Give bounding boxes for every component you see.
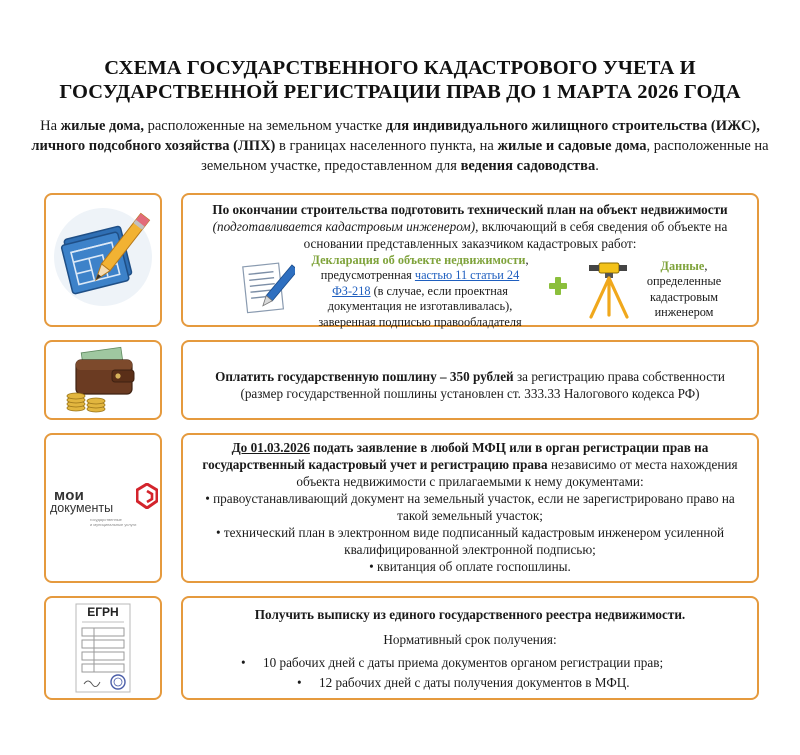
step2-description bbox=[193, 368, 747, 402]
step3-description bbox=[191, 439, 749, 575]
logo-sub-2: и муниципальные услуги bbox=[90, 522, 137, 527]
intro-text-3: в границах населенного пункта, на bbox=[275, 138, 498, 154]
title-line-2: ГОСУДАРСТВЕННОЙ РЕГИСТРАЦИИ ПРАВ ДО 1 МАРТА 2026 ГОДА bbox=[59, 81, 741, 103]
surveyor-level-icon bbox=[581, 259, 637, 319]
intro-bold-3: жилые и садовые дома bbox=[497, 138, 647, 154]
step1-text-box bbox=[181, 193, 759, 327]
step4-title bbox=[193, 606, 747, 623]
declaration-title: Декларация об объекте недвижимости bbox=[311, 253, 526, 267]
blueprint-pencil-icon bbox=[46, 195, 160, 325]
engineer-data-text: , определенные кадастровым инженером bbox=[646, 259, 722, 320]
declaration-text-2: (в случае, если проектная документация не изготавливалась), заверенная подписью правообладателя bbox=[318, 283, 522, 329]
bullet: • bbox=[241, 655, 246, 670]
logo-text-dokumenty: документы bbox=[50, 501, 114, 515]
deadline-list-item bbox=[241, 674, 761, 691]
intro-text-1: На bbox=[40, 118, 61, 134]
declaration-text-1: предусмотренная bbox=[320, 268, 415, 283]
deadline-list-item bbox=[241, 654, 761, 671]
step2-image-box bbox=[44, 340, 162, 420]
document-list-item: • правоустанавливающий документ на земельный участок, если не зарегистрировано право на такой земельный участок; bbox=[205, 491, 735, 523]
logo-text-moi: мои bbox=[54, 487, 85, 504]
step2-bold-text: Оплатить государственную пошлину – 350 рублей bbox=[215, 369, 514, 384]
step1-italic-text: (подготавливается кадастровым инженером) bbox=[212, 219, 476, 234]
step4-image-box bbox=[44, 596, 162, 700]
intro-paragraph bbox=[20, 116, 780, 176]
intro-bold-4: ведения садоводства bbox=[460, 158, 596, 174]
deadline-item-text: 10 рабочих дней с даты приема документов органом регистрации прав; bbox=[263, 655, 664, 670]
step4-subtitle: Нормативный срок получения: bbox=[383, 632, 557, 647]
wallet-coins-icon bbox=[46, 342, 160, 418]
page-title bbox=[0, 56, 800, 104]
step3-bold-text: подать заявление в любой МФЦ или в орган регистрации прав на государственный кадастровый учет и регистрацию права bbox=[202, 440, 709, 472]
document-list-item: • квитанция об оплате госпошлины. bbox=[369, 559, 571, 574]
bullet: • bbox=[297, 675, 302, 690]
plus-icon bbox=[547, 275, 569, 297]
engineer-data-block bbox=[635, 259, 733, 321]
step3-rest-text: независимо от места нахождения объекта недвижимости с прилагаемыми к нему документами: bbox=[296, 457, 738, 489]
step2-rest-text: за регистрацию права собственности (размер государственной пошлины установлен ст. 333.33 Налогового кодекса РФ) bbox=[240, 369, 725, 401]
step1-rest-text: , включающий в себя сведения об объекте на основании представленных заказчиком кадастровых работ: bbox=[303, 219, 728, 251]
step1-image-box bbox=[44, 193, 162, 327]
step3-text-box bbox=[181, 433, 759, 583]
declaration-block bbox=[301, 253, 539, 330]
intro-bold-1: жилые дома, bbox=[60, 118, 144, 134]
intro-text-5: . bbox=[595, 158, 599, 174]
deadline-date: До 01.03.2026 bbox=[231, 440, 310, 455]
step1-description bbox=[197, 201, 743, 252]
intro-text-4: , расположенные на земельном участке, предоставленном для bbox=[201, 138, 769, 174]
declaration-document-icon bbox=[237, 259, 295, 315]
intro-text-2: расположенные на земельном участке bbox=[144, 118, 386, 134]
document-list-item: • технический план в электронном виде подписанный кадастровым инженером усиленной квалифицированной электронной подписью; bbox=[215, 525, 725, 557]
fz218-link[interactable]: ФЗ-218 bbox=[332, 283, 371, 298]
deadline-item-text: 12 рабочих дней с даты получения документов в МФЦ. bbox=[319, 675, 630, 690]
title-line-1: СХЕМА ГОСУДАРСТВЕННОГО КАДАСТРОВОГО УЧЕТА И bbox=[104, 57, 696, 79]
egrn-label: ЕГРН bbox=[87, 605, 119, 619]
step4-text-box bbox=[181, 596, 759, 700]
step4-bold-text: Получить выписку из единого государственного реестра недвижимости. bbox=[254, 607, 686, 622]
logo-subtitle bbox=[90, 517, 136, 527]
step2-text-box bbox=[181, 340, 759, 420]
law-article-link[interactable]: частью 11 статьи 24 bbox=[414, 268, 520, 283]
deadline-list bbox=[241, 654, 761, 691]
step3-image-box bbox=[44, 433, 162, 583]
engineer-data-title: Данные bbox=[660, 259, 705, 273]
logo-sub-1: государственные bbox=[90, 517, 122, 522]
declaration-comma: , bbox=[525, 253, 529, 267]
moi-dokumenty-logo bbox=[50, 489, 158, 529]
step1-bold-text: По окончании строительства подготовить технический план на объект недвижимости bbox=[212, 202, 728, 217]
intro-bold-2: для индивидуального жилищного строительства (ИЖС), личного подсобного хозяйства (ЛПХ) bbox=[31, 118, 760, 154]
mfc-emblem-icon bbox=[136, 483, 158, 509]
